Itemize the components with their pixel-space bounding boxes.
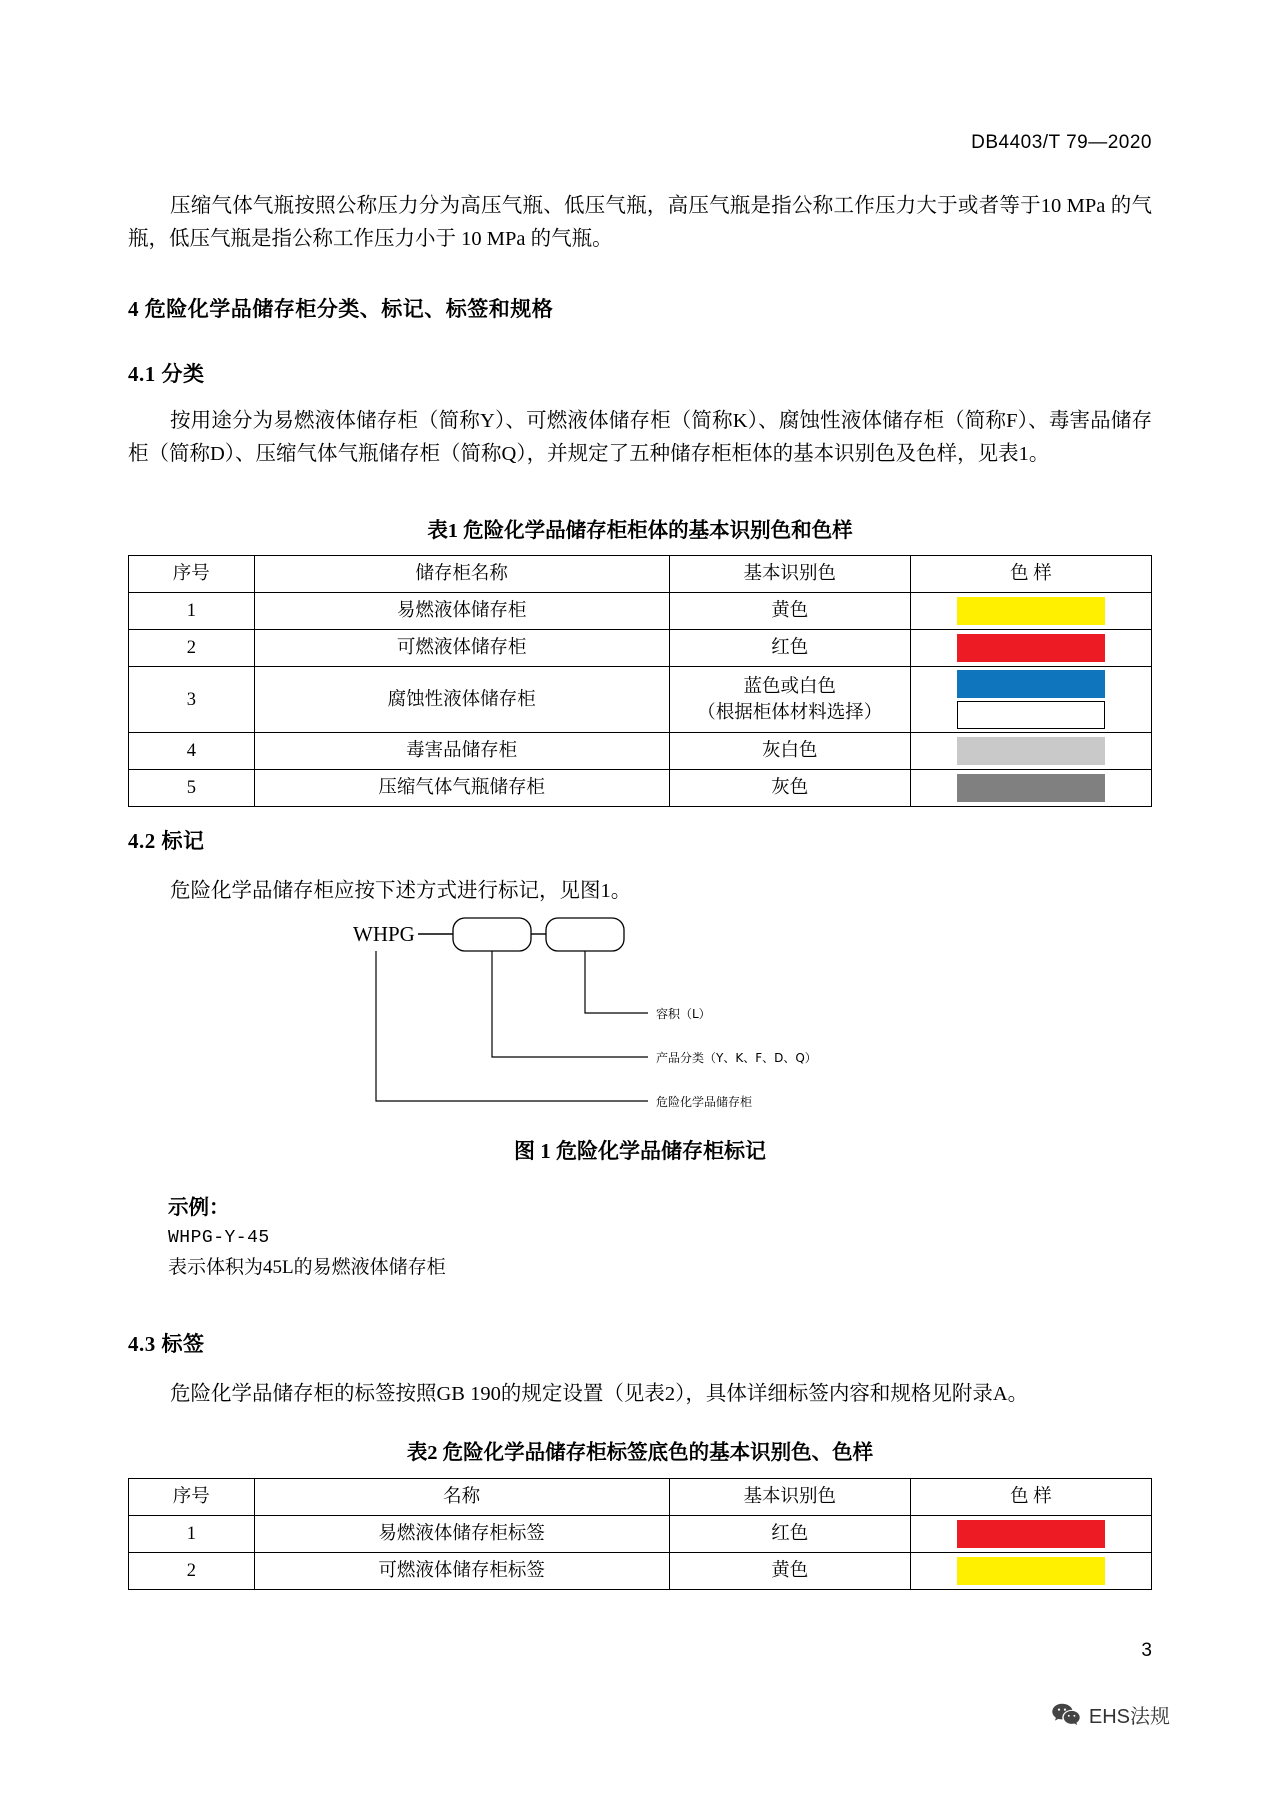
section-4-1-paragraph: 按用途分为易燃液体储存柜（简称Y）、可燃液体储存柜（简称K）、腐蚀性液体储存柜（简称F）、毒害品储存柜（简称D）、压缩气体气瓶储存柜（简称Q），并规定了五种储存柜柜体的基本识别色及色样，见表1。 (128, 410, 1152, 465)
section-4-2-heading: 4.2 标记 (128, 829, 205, 853)
table1-cell-color: 黄色 (669, 593, 910, 630)
table1-header-cell: 基本识别色 (669, 556, 910, 593)
table1 (128, 555, 1152, 807)
table1-cell-color: 灰白色 (669, 733, 910, 770)
section-4-3-heading: 4.3 标签 (128, 1332, 205, 1356)
table1-cell-name: 毒害品储存柜 (254, 733, 669, 770)
example-description: 表示体积为45L的易燃液体储存柜 (168, 1257, 446, 1278)
table2-cell-no: 1 (129, 1516, 255, 1553)
table1-cell-swatch (910, 770, 1151, 807)
table-row (129, 667, 1152, 733)
section-4-1-heading: 4.1 分类 (128, 362, 205, 386)
table1-cell-name: 腐蚀性液体储存柜 (254, 667, 669, 733)
table1-cell-swatch (910, 667, 1151, 733)
table2-cell-name: 可燃液体储存柜标签 (254, 1553, 669, 1590)
table1-header-cell: 序号 (129, 556, 255, 593)
table1-cell-no: 1 (129, 593, 255, 630)
table1-cell-color: 红色 (669, 630, 910, 667)
table1-cell-swatch (910, 733, 1151, 770)
table-row (129, 593, 1152, 630)
page-number: 3 (1141, 1640, 1152, 1661)
table2-header-cell: 基本识别色 (669, 1479, 910, 1516)
figure1-leader-label-2: 产品分类（Y、K、F、D、Q） (656, 1051, 817, 1065)
table2-cell-no: 2 (129, 1553, 255, 1590)
table1-header-row (129, 556, 1152, 593)
table2-header-cell: 名称 (254, 1479, 669, 1516)
section-4-heading: 4 危险化学品储存柜分类、标记、标签和规格 (128, 297, 554, 321)
color-swatch-white (957, 701, 1105, 729)
table1-header-cell: 色 样 (910, 556, 1151, 593)
standard-code-header: DB4403/T 79—2020 (971, 132, 1152, 153)
table1-cell-color (669, 667, 910, 733)
table2-cell-color: 红色 (669, 1516, 910, 1553)
table1-cell-swatch (910, 630, 1151, 667)
table1-cell-name: 压缩气体气瓶储存柜 (254, 770, 669, 807)
table-row (129, 1516, 1152, 1553)
example-label: 示例： (168, 1197, 230, 1219)
figure1-caption: 图 1 危险化学品储存柜标记 (514, 1139, 766, 1163)
section-4-3-paragraph: 危险化学品储存柜的标签按照GB 190的规定设置（见表2），具体详细标签内容和规格见附录A。 (170, 1383, 1029, 1405)
table-row (129, 1553, 1152, 1590)
table2-cell-color: 黄色 (669, 1553, 910, 1590)
table1-cell-no: 3 (129, 667, 255, 733)
color-swatch-yellow (957, 1557, 1105, 1585)
table2-cell-name: 易燃液体储存柜标签 (254, 1516, 669, 1553)
table1-header-cell: 储存柜名称 (254, 556, 669, 593)
color-swatch-red (957, 1520, 1105, 1548)
table-row (129, 733, 1152, 770)
table1-cell-color: 灰色 (669, 770, 910, 807)
table2-header-cell: 色 样 (910, 1479, 1151, 1516)
figure1-graphic (128, 915, 1152, 1130)
color-swatch-blue (957, 670, 1105, 698)
table2-header-cell: 序号 (129, 1479, 255, 1516)
figure1-leader-label-3: 危险化学品储存柜 (656, 1095, 753, 1109)
table2 (128, 1478, 1152, 1590)
table2-cell-swatch (910, 1516, 1151, 1553)
table1-cell-name: 易燃液体储存柜 (254, 593, 669, 630)
table1-cell-no: 5 (129, 770, 255, 807)
table1-cell-no: 2 (129, 630, 255, 667)
example-code: WHPG-Y-45 (168, 1228, 270, 1248)
table1-cell-name: 可燃液体储存柜 (254, 630, 669, 667)
watermark-label: EHS法规 (1088, 1706, 1170, 1728)
table1-caption: 表1 危险化学品储存柜柜体的基本识别色和色样 (427, 520, 853, 542)
table1-cell-no: 4 (129, 733, 255, 770)
table-row (129, 630, 1152, 667)
table1-cell-swatch (910, 593, 1151, 630)
intro-paragraph: 压缩气体气瓶按照公称压力分为高压气瓶、低压气瓶，高压气瓶是指公称工作压力大于或者等于10 MPa 的气瓶，低压气瓶是指公称工作压力小于 10 MPa 的气瓶。 (128, 195, 1152, 250)
color-swatch-red (957, 634, 1105, 662)
color-swatch-grey-white (957, 737, 1105, 765)
table1-color-line2: （根据柜体材料选择） (697, 702, 883, 723)
watermark (1051, 1700, 1170, 1729)
table-row (129, 770, 1152, 807)
section-4-2-paragraph: 危险化学品储存柜应按下述方式进行标记，见图1。 (170, 880, 632, 902)
table2-header-row (129, 1479, 1152, 1516)
marking-diagram-svg (128, 915, 1152, 1130)
table2-caption: 表2 危险化学品储存柜标签底色的基本识别色、色样 (406, 1442, 874, 1464)
wechat-icon (1051, 1702, 1081, 1728)
figure1-leader-label-1: 容积（L） (656, 1007, 711, 1021)
table1-color-line1: 蓝色或白色 (743, 676, 836, 697)
color-swatch-grey (957, 774, 1105, 802)
table2-cell-swatch (910, 1553, 1151, 1590)
color-swatch-yellow (957, 597, 1105, 625)
figure1-prefix-label: WHPG (353, 922, 415, 946)
